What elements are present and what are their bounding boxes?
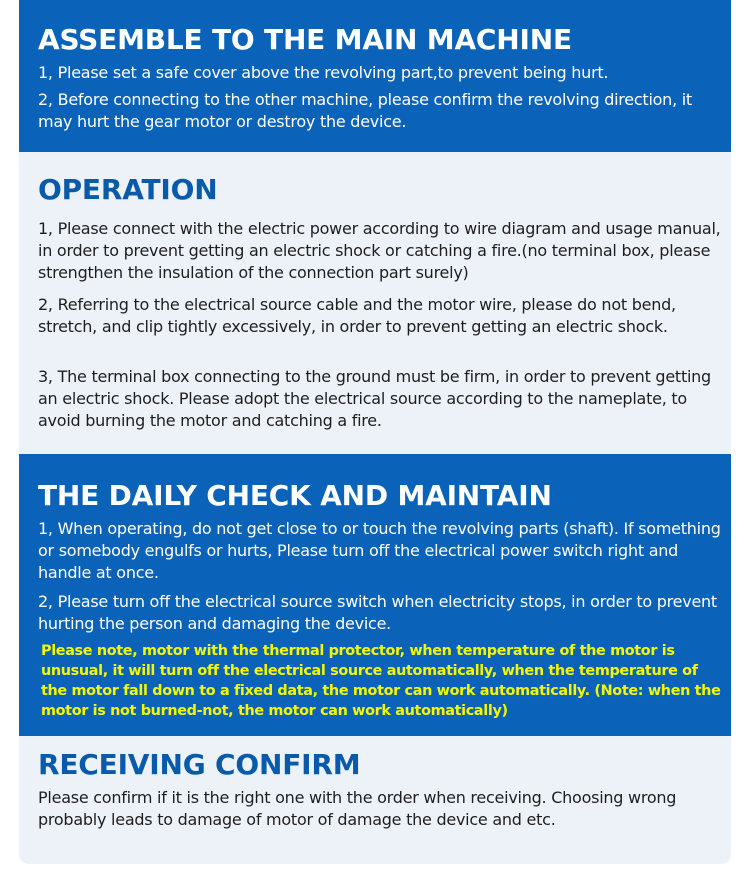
daily-check-section	[19, 454, 731, 736]
operation-item-2: 2, Referring to the electrical source cable and the motor wire, please do not bend, stretch, and clip tightly excessively, in order to prevent getting an electric shock.	[38, 295, 676, 336]
assemble-section	[19, 0, 731, 152]
operation-section	[19, 152, 731, 454]
operation-title: OPERATION	[38, 173, 218, 206]
assemble-item-1: 1, Please set a safe cover above the revolving part,to prevent being hurt.	[38, 63, 609, 82]
assemble-title: ASSEMBLE TO THE MAIN MACHINE	[38, 23, 572, 56]
receiving-title: RECEIVING CONFIRM	[38, 748, 361, 781]
daily-check-item-1: 1, When operating, do not get close to or touch the revolving parts (shaft). If something or somebody engulfs or hurts, Please turn off the electrical power switch right and handle at once.	[38, 519, 721, 582]
assemble-item-2: 2, Before connecting to the other machine, please confirm the revolving direction, it may hurt the gear motor or destroy the device.	[38, 90, 692, 131]
operation-item-3: 3, The terminal box connecting to the ground must be firm, in order to prevent getting an electric shock. Please adopt the electrical source according to the nameplate, to avoid burning the motor and catching a fire.	[38, 367, 711, 430]
thermal-protector-note: Please note, motor with the thermal protector, when temperature of the motor is unusual, it will turn off the electrical source automatically, when the temperature of the motor fall down to a fixed data, the motor can work automatically. (Note: when the motor is not burned-not, the motor can work automatically)	[41, 643, 721, 719]
operation-item-1: 1, Please connect with the electric power according to wire diagram and usage manual, in order to prevent getting an electric shock or catching a fire.(no terminal box, please strengthen the insulation of the connection part surely)	[38, 219, 721, 282]
receiving-section	[19, 736, 731, 864]
receiving-text: Please confirm if it is the right one with the order when receiving. Choosing wrong probably leads to damage of motor of damage the device and etc.	[38, 788, 677, 829]
daily-check-title: THE DAILY CHECK AND MAINTAIN	[38, 479, 552, 512]
daily-check-item-2: 2, Please turn off the electrical source switch when electricity stops, in order to prevent hurting the person and damaging the device.	[38, 592, 717, 633]
